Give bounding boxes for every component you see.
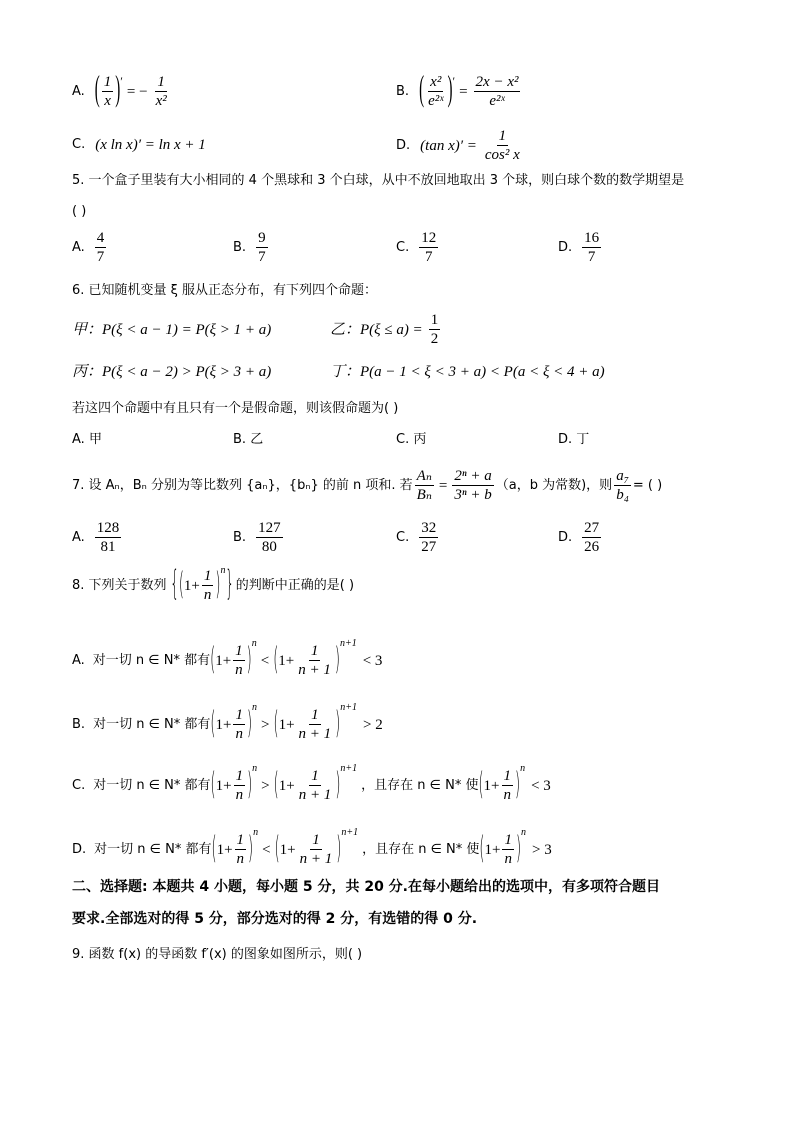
- q7-option-b: B. $\frac{127}{80}$: [233, 520, 281, 555]
- fraction: $\frac{1}{n + 1}$: [298, 707, 332, 742]
- q4-b-rhs-fraction: $\frac{\text{2x − x²}}{\text{e²ˣ}}$: [475, 74, 519, 109]
- bound: > 2: [362, 716, 383, 733]
- section-two-line-2: 要求.全部选对的得 5 分，部分选对的得 2 分，有选错的得 0 分.: [72, 911, 478, 927]
- option-label: B.: [72, 716, 86, 732]
- q6-proposition-ding: 丁：P(a − 1 < ξ < 3 + a) < P(a < ξ < 4 + a): [330, 364, 605, 380]
- q6-proposition-jia: 甲：P(ξ < a − 1) = P(ξ > 1 + a): [72, 322, 272, 338]
- q6-option-a: A. 甲: [72, 432, 102, 447]
- option-prefix: 对一切 n ∈ N* 都有: [92, 652, 211, 668]
- fraction: $\frac{1}{n}$: [235, 643, 243, 678]
- exists-clause: ，且存在 n ∈ N* 使: [362, 841, 480, 857]
- q5-stem: 5. 一个盒子里装有大小相同的 4 个黑球和 3 个白球，从中不放回地取出 3 个球，则白球个数的数学期望是: [72, 173, 685, 188]
- q4-a-lhs-fraction: $\frac{1}{x}$: [103, 74, 112, 109]
- relation: >: [261, 777, 270, 794]
- q6-proposition-bing: 丙：P(ξ < a − 2) > P(ξ > 3 + a): [72, 364, 272, 380]
- q4-option-a: A. ( $\frac{1}{x}$ ) ′ = − $\frac{1}{\text{x²}}$: [72, 71, 167, 110]
- fraction: $\frac{1}{n}$: [235, 768, 244, 803]
- bound: < 3: [362, 652, 383, 669]
- relation: >: [261, 716, 270, 733]
- option-prefix: 对一切 n ∈ N* 都有: [93, 777, 211, 793]
- q8-option-b: B. 对一切 n ∈ N* 都有 ( 1+ $\frac{1}{n}$ ) n > ( 1+ $\frac{1}{n + 1}$ ) n+1 > 2: [72, 702, 383, 743]
- q4-d-rhs-fraction: $\frac{1}{\text{cos² x}}$: [484, 128, 520, 163]
- q4-d-lhs: (tan x)′ =: [420, 137, 477, 154]
- fraction: $\frac{1}{n}$: [236, 832, 245, 867]
- section-two-line-1: 二、选择题: 本题共 4 小题，每小题 5 分，共 20 分.在每小题给出的选项中，有多项符合题目: [72, 879, 660, 895]
- q6-ask: 若这四个命题中有且只有一个是假命题，则该假命题为( ): [72, 401, 399, 416]
- q7-expression-fraction: $\frac{\text{2ⁿ + a}}{\text{3ⁿ + b}}$: [454, 468, 492, 503]
- q6-proposition-yi: 乙：P(ξ ≤ a) = $\frac{1}{2}$: [330, 312, 439, 347]
- fraction: $\frac{1}{n + 1}$: [299, 832, 333, 867]
- q7-option-a: A. $\frac{128}{81}$: [72, 520, 120, 555]
- q8-option-a: A. 对一切 n ∈ N* 都有 ( 1+ $\frac{1}{n}$ ) n < ( 1+ $\frac{1}{n + 1}$ ) n+1 < 3: [72, 638, 383, 679]
- q4-option-a-label: A.: [72, 83, 85, 99]
- q8-option-d: D. 对一切 n ∈ N* 都有 ( 1+ $\frac{1}{n}$ ) n < ( 1+ $\frac{1}{n + 1}$ ) n+1 ，且存在 n ∈ N* 使 ( 1+ $\frac{1}{n}$ ) n > 3: [72, 827, 552, 868]
- exists-clause: ，且存在 n ∈ N* 使: [361, 777, 479, 793]
- q6-option-d: D. 丁: [558, 432, 590, 447]
- fraction: $\frac{1}{n + 1}$: [298, 643, 331, 678]
- bound: > 3: [532, 841, 552, 858]
- q4-option-d: [396, 128, 524, 163]
- option-label: C.: [72, 777, 86, 793]
- q7-option-d: D. $\frac{27}{26}$: [558, 520, 600, 555]
- q7-option-c: C. $\frac{32}{27}$: [396, 520, 437, 555]
- q5-option-b: B. $\frac{9}{7}$: [233, 230, 266, 265]
- q9-stem: 9. 函数 f(x) 的导函数 f′(x) 的图象如图所示，则( ): [72, 947, 363, 962]
- q8-option-c: C. 对一切 n ∈ N* 都有 ( 1+ $\frac{1}{n}$ ) n > ( 1+ $\frac{1}{n + 1}$ ) n+1 ，且存在 n ∈ N* 使 ( 1+ $\frac{1}{n}$ ) n < 3: [72, 763, 551, 804]
- q4-option-c: [72, 136, 206, 154]
- fraction: $\frac{1}{n}$: [503, 768, 512, 803]
- fraction: $\frac{1}{n + 1}$: [298, 768, 332, 803]
- q5-option-d: D. $\frac{16}{7}$: [558, 230, 600, 265]
- q4-b-lhs-fraction: $\frac{\text{x²}}{\text{e²ˣ}}$: [428, 74, 444, 109]
- q4-option-d-label: D.: [396, 137, 411, 153]
- bound: < 3: [531, 777, 551, 794]
- q4-option-c-label: C.: [72, 137, 86, 152]
- relation: <: [260, 652, 270, 669]
- q8-sequence-fraction: $\frac{1}{n}$: [203, 568, 212, 603]
- q4-c-formula: (x ln x)′ = ln x + 1: [95, 137, 206, 153]
- relation: <: [262, 841, 271, 858]
- fraction: $\frac{1}{n}$: [504, 832, 512, 867]
- q6-stem: 6. 已知随机变量 ξ 服从正态分布，有下列四个命题：: [72, 283, 378, 298]
- q8-stem: 8. 下列关于数列 { ( 1+ $\frac{1}{n}$ ) n } 的判断中正确的是( ): [72, 565, 355, 605]
- option-label: A.: [72, 652, 85, 668]
- q6-option-c: C. 丙: [396, 432, 427, 447]
- q7-ratio-fraction: $\frac{\text{Aₙ}}{\text{Bₙ}}$: [416, 468, 432, 503]
- q7-stem: 7. 设 Aₙ，Bₙ 分别为等比数列 {aₙ}，{bₙ} 的前 n 项和. 若 $\frac{\text{Aₙ}}{\text{Bₙ}}$ = $\frac{\text{2ⁿ + a}}{\text{3ⁿ + b}}$ （a，b 为常数)，则 $\frac{\text{a₇}}{\text{b₄}}$ = ( ): [72, 468, 663, 503]
- fraction: $\frac{1}{n}$: [235, 707, 243, 742]
- q4-a-rhs-fraction: $\frac{1}{\text{x²}}$: [155, 74, 167, 109]
- option-prefix: 对一切 n ∈ N* 都有: [93, 716, 211, 732]
- q6-option-b: B. 乙: [233, 432, 264, 447]
- q5-option-a: A. $\frac{4}{7}$: [72, 230, 105, 265]
- q5-blank: ( ): [72, 204, 87, 219]
- option-label: D.: [72, 841, 87, 857]
- q7-target-fraction: $\frac{\text{a₇}}{\text{b₄}}$: [616, 468, 629, 503]
- option-prefix: 对一切 n ∈ N* 都有: [94, 841, 212, 857]
- q4-option-b-label: B.: [396, 83, 410, 99]
- q5-option-c: C. $\frac{12}{7}$: [396, 230, 437, 265]
- q4-option-b: B. ( $\frac{\text{x²}}{\text{e²ˣ}}$ ) ′ = $\frac{\text{2x − x²}}{\text{e²ˣ}}$: [396, 71, 519, 110]
